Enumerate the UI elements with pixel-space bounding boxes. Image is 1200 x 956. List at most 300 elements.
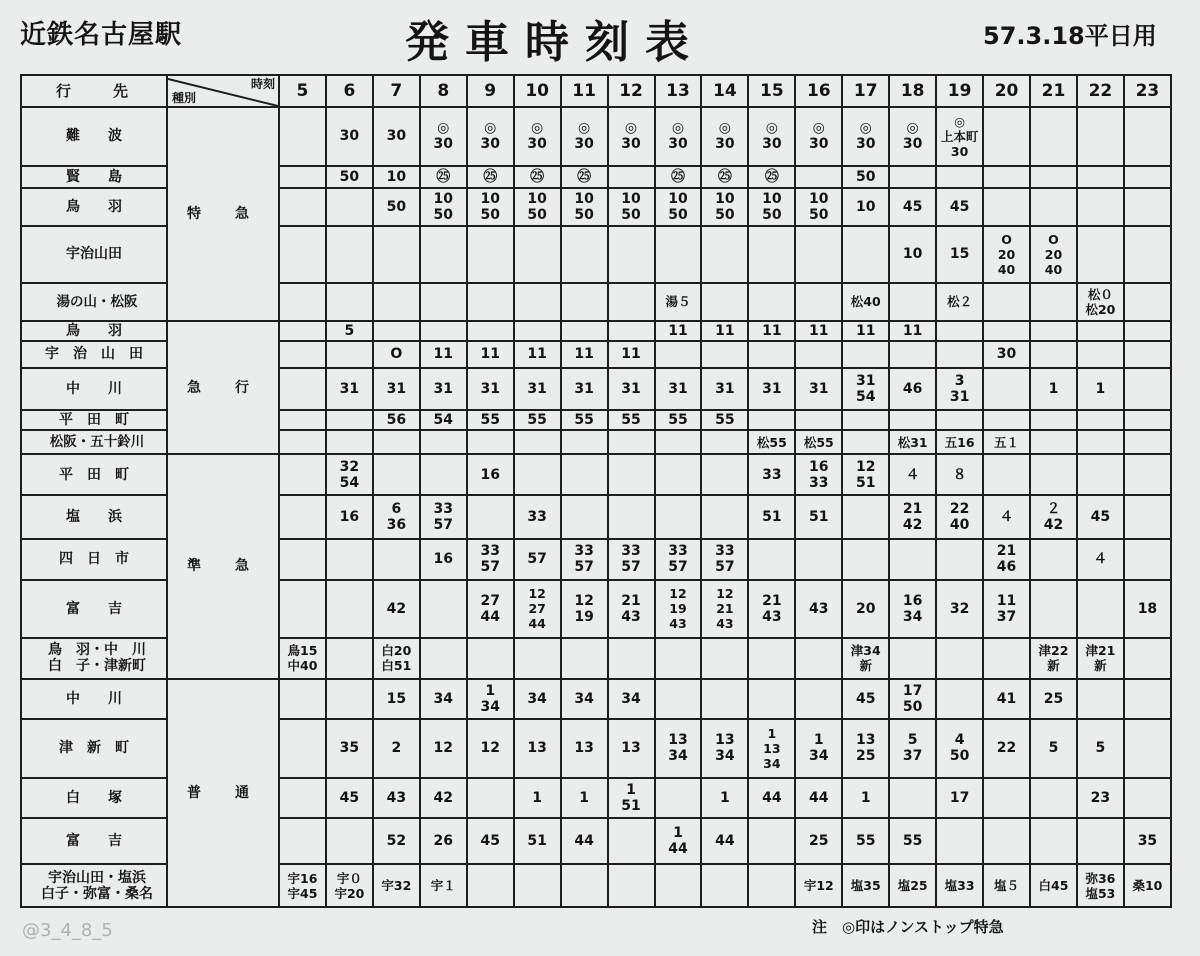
- departure-time-cell: 34: [420, 679, 467, 719]
- departure-time-cell: 白20 白51: [373, 638, 420, 678]
- departure-time-cell: 45: [936, 188, 983, 226]
- departure-time-cell: [748, 864, 795, 907]
- departure-time-cell: 1 34: [467, 679, 514, 719]
- departure-time-cell: [983, 778, 1030, 818]
- destination-cell: 鳥 羽: [21, 188, 167, 226]
- departure-time-cell: [1124, 341, 1171, 367]
- departure-time-cell: ２ 42: [1030, 495, 1077, 539]
- departure-time-cell: 3 31: [936, 368, 983, 410]
- departure-time-cell: 30: [373, 107, 420, 166]
- departure-time-cell: ◎ 30: [889, 107, 936, 166]
- type-label: 種別: [172, 91, 197, 105]
- departure-time-cell: 32 54: [326, 454, 373, 494]
- departure-time-cell: 弥36 塩53: [1077, 864, 1124, 907]
- departure-time-cell: 11: [514, 341, 561, 367]
- departure-time-cell: [795, 679, 842, 719]
- departure-time-cell: [842, 539, 889, 579]
- hour-header: 5: [279, 75, 326, 107]
- departure-time-cell: 11: [420, 341, 467, 367]
- train-type-cell: 準 急: [167, 454, 279, 678]
- departure-time-cell: [655, 864, 702, 907]
- departure-time-cell: 11: [561, 341, 608, 367]
- destination-cell: 富 吉: [21, 818, 167, 864]
- departure-time-cell: [279, 166, 326, 188]
- departure-time-cell: 33 57: [467, 539, 514, 579]
- departure-time-cell: ◎ 30: [748, 107, 795, 166]
- departure-time-cell: 11: [701, 321, 748, 341]
- departure-time-cell: 55: [842, 818, 889, 864]
- departure-time-cell: ◎ 30: [655, 107, 702, 166]
- departure-time-cell: O 20 40: [983, 226, 1030, 283]
- destination-cell: 賢 島: [21, 166, 167, 188]
- departure-time-cell: 11: [608, 341, 655, 367]
- departure-time-cell: [561, 321, 608, 341]
- departure-time-cell: 10 50: [514, 188, 561, 226]
- departure-time-cell: 20: [842, 580, 889, 639]
- departure-time-cell: [514, 283, 561, 321]
- departure-time-cell: 1: [842, 778, 889, 818]
- departure-time-cell: [514, 430, 561, 454]
- departure-time-cell: [326, 580, 373, 639]
- departure-time-cell: 44: [795, 778, 842, 818]
- departure-time-cell: [1030, 341, 1077, 367]
- departure-time-cell: [889, 166, 936, 188]
- departure-time-cell: [748, 679, 795, 719]
- departure-time-cell: [279, 107, 326, 166]
- departure-time-cell: 宇０ 宇20: [326, 864, 373, 907]
- departure-time-cell: 5: [1030, 719, 1077, 778]
- departure-time-cell: 五16: [936, 430, 983, 454]
- destination-cell: 平 田 町: [21, 454, 167, 494]
- departure-time-cell: [373, 321, 420, 341]
- departure-time-cell: 10 50: [748, 188, 795, 226]
- departure-time-cell: [842, 410, 889, 430]
- departure-time-cell: 2: [373, 719, 420, 778]
- departure-time-cell: [279, 495, 326, 539]
- departure-time-cell: 42: [420, 778, 467, 818]
- destination-cell: 松阪・五十鈴川: [21, 430, 167, 454]
- departure-time-cell: [983, 321, 1030, 341]
- departure-time-cell: 16: [467, 454, 514, 494]
- departure-time-cell: [701, 341, 748, 367]
- departure-time-cell: [748, 341, 795, 367]
- departure-time-cell: [842, 341, 889, 367]
- departure-time-cell: [608, 283, 655, 321]
- departure-time-cell: 56: [373, 410, 420, 430]
- departure-time-cell: ◎ 30: [608, 107, 655, 166]
- departure-time-cell: [795, 166, 842, 188]
- departure-time-cell: [983, 283, 1030, 321]
- departure-time-cell: [1124, 638, 1171, 678]
- departure-time-cell: [795, 226, 842, 283]
- departure-time-cell: 松40: [842, 283, 889, 321]
- departure-time-cell: 33 57: [655, 539, 702, 579]
- departure-time-cell: 桑10: [1124, 864, 1171, 907]
- departure-time-cell: 45: [842, 679, 889, 719]
- departure-time-cell: 津34 新: [842, 638, 889, 678]
- departure-time-cell: [279, 188, 326, 226]
- departure-time-cell: [795, 410, 842, 430]
- departure-time-cell: [1124, 107, 1171, 166]
- departure-time-cell: [1077, 818, 1124, 864]
- departure-time-cell: [795, 539, 842, 579]
- departure-time-cell: [936, 321, 983, 341]
- departure-time-cell: ◎ 30: [561, 107, 608, 166]
- departure-time-cell: 津22 新: [1030, 638, 1077, 678]
- departure-time-cell: [748, 226, 795, 283]
- departure-time-cell: [701, 430, 748, 454]
- departure-time-cell: [326, 341, 373, 367]
- departure-time-cell: [748, 283, 795, 321]
- departure-time-cell: ㉕: [748, 166, 795, 188]
- departure-time-cell: 宇１: [420, 864, 467, 907]
- departure-time-cell: [420, 226, 467, 283]
- departure-time-cell: [608, 638, 655, 678]
- departure-time-cell: 35: [1124, 818, 1171, 864]
- hour-header: 9: [467, 75, 514, 107]
- departure-time-cell: [1124, 719, 1171, 778]
- hour-header: 6: [326, 75, 373, 107]
- departure-time-cell: [748, 539, 795, 579]
- departure-time-cell: [467, 638, 514, 678]
- departure-time-cell: [326, 283, 373, 321]
- departure-time-cell: 5: [1077, 719, 1124, 778]
- departure-time-cell: 55: [889, 818, 936, 864]
- departure-time-cell: 11: [842, 321, 889, 341]
- effective-date: 57.3.18平日用: [983, 22, 1157, 50]
- departure-time-cell: [608, 226, 655, 283]
- departure-time-cell: 31: [514, 368, 561, 410]
- departure-time-cell: 18: [1124, 580, 1171, 639]
- departure-time-cell: [1030, 166, 1077, 188]
- departure-time-cell: [1077, 454, 1124, 494]
- departure-time-cell: [936, 341, 983, 367]
- departure-time-cell: [936, 679, 983, 719]
- departure-time-cell: 31 54: [842, 368, 889, 410]
- departure-time-cell: 10 50: [467, 188, 514, 226]
- departure-time-cell: 42: [373, 580, 420, 639]
- destination-cell: 湯の山・松阪: [21, 283, 167, 321]
- destination-cell: 平 田 町: [21, 410, 167, 430]
- departure-time-cell: [1077, 107, 1124, 166]
- departure-time-cell: [655, 778, 702, 818]
- departure-time-cell: 11: [655, 321, 702, 341]
- destination-cell: 津 新 町: [21, 719, 167, 778]
- departure-time-cell: 10: [373, 166, 420, 188]
- departure-time-cell: ◎ 上本町 30: [936, 107, 983, 166]
- departure-time-cell: 16 34: [889, 580, 936, 639]
- departure-time-cell: 松55: [748, 430, 795, 454]
- departure-time-cell: 57: [514, 539, 561, 579]
- departure-time-cell: [326, 226, 373, 283]
- departure-time-cell: ㉕: [514, 166, 561, 188]
- departure-time-cell: [1030, 283, 1077, 321]
- departure-time-cell: [467, 430, 514, 454]
- departure-time-cell: 33 57: [561, 539, 608, 579]
- departure-time-cell: 44: [561, 818, 608, 864]
- departure-time-cell: 宇32: [373, 864, 420, 907]
- departure-time-cell: [983, 188, 1030, 226]
- departure-time-cell: 11: [795, 321, 842, 341]
- departure-time-cell: 12: [467, 719, 514, 778]
- hour-header: 11: [561, 75, 608, 107]
- departure-time-cell: 10 50: [701, 188, 748, 226]
- departure-time-cell: 松２: [936, 283, 983, 321]
- departure-time-cell: 塩33: [936, 864, 983, 907]
- departure-time-cell: [373, 539, 420, 579]
- hour-header: 22: [1077, 75, 1124, 107]
- departure-time-cell: 26: [420, 818, 467, 864]
- departure-time-cell: 5: [326, 321, 373, 341]
- departure-time-cell: [1030, 580, 1077, 639]
- departure-time-cell: 55: [561, 410, 608, 430]
- train-type-cell: 普 通: [167, 679, 279, 907]
- departure-time-cell: ４: [889, 454, 936, 494]
- departure-time-cell: 1 51: [608, 778, 655, 818]
- departure-time-cell: 15: [373, 679, 420, 719]
- departure-time-cell: 12 21 43: [701, 580, 748, 639]
- hour-header: 12: [608, 75, 655, 107]
- type-time-corner-header: [167, 75, 279, 107]
- departure-time-cell: 塩５: [983, 864, 1030, 907]
- departure-time-cell: [561, 226, 608, 283]
- departure-time-cell: 1 34: [795, 719, 842, 778]
- departure-time-cell: [1030, 778, 1077, 818]
- departure-time-cell: [983, 818, 1030, 864]
- departure-time-cell: 12: [420, 719, 467, 778]
- departure-time-cell: ㉕: [701, 166, 748, 188]
- departure-time-cell: 16 33: [795, 454, 842, 494]
- departure-time-cell: [1030, 818, 1077, 864]
- departure-time-cell: [326, 539, 373, 579]
- departure-time-cell: ◎ 30: [467, 107, 514, 166]
- departure-time-cell: [373, 226, 420, 283]
- departure-time-cell: [608, 166, 655, 188]
- departure-time-cell: 31: [326, 368, 373, 410]
- departure-time-cell: 鳥15 中40: [279, 638, 326, 678]
- departure-time-cell: 10 50: [420, 188, 467, 226]
- departure-time-cell: [1077, 341, 1124, 367]
- departure-time-cell: 宇16 宇45: [279, 864, 326, 907]
- departure-time-cell: 松55: [795, 430, 842, 454]
- departure-time-cell: 松０ 松20: [1077, 283, 1124, 321]
- departure-time-cell: 松31: [889, 430, 936, 454]
- destination-cell: 塩 浜: [21, 495, 167, 539]
- departure-time-cell: [373, 283, 420, 321]
- departure-time-cell: [1124, 679, 1171, 719]
- departure-time-cell: 10 50: [608, 188, 655, 226]
- departure-time-cell: ◎ 30: [701, 107, 748, 166]
- departure-time-cell: 55: [514, 410, 561, 430]
- departure-time-cell: [701, 454, 748, 494]
- destination-cell: 宇 治 山 田: [21, 341, 167, 367]
- departure-time-cell: 12 19: [561, 580, 608, 639]
- departure-time-cell: [326, 410, 373, 430]
- departure-time-cell: [655, 638, 702, 678]
- departure-time-cell: [795, 638, 842, 678]
- departure-time-cell: [701, 283, 748, 321]
- departure-time-cell: 宇12: [795, 864, 842, 907]
- departure-time-cell: 15: [936, 226, 983, 283]
- departure-time-cell: [748, 410, 795, 430]
- timetable-row: [21, 679, 1171, 719]
- departure-time-cell: [655, 495, 702, 539]
- departure-time-cell: 5 37: [889, 719, 936, 778]
- departure-time-cell: [936, 638, 983, 678]
- departure-time-cell: [889, 539, 936, 579]
- departure-time-cell: [701, 864, 748, 907]
- departure-time-cell: [1030, 107, 1077, 166]
- departure-time-cell: 11: [467, 341, 514, 367]
- departure-time-cell: 51: [514, 818, 561, 864]
- departure-time-cell: [842, 226, 889, 283]
- departure-time-cell: 10 50: [655, 188, 702, 226]
- departure-time-cell: [701, 679, 748, 719]
- departure-time-cell: [279, 283, 326, 321]
- destination-cell: 宇治山田: [21, 226, 167, 283]
- departure-time-cell: [420, 430, 467, 454]
- departure-time-cell: [467, 864, 514, 907]
- departure-time-cell: [279, 719, 326, 778]
- departure-time-cell: O: [373, 341, 420, 367]
- departure-time-cell: [326, 638, 373, 678]
- departure-time-cell: [1030, 539, 1077, 579]
- departure-time-cell: 塩25: [889, 864, 936, 907]
- hour-header: 15: [748, 75, 795, 107]
- departure-time-cell: 13 25: [842, 719, 889, 778]
- departure-time-cell: 13: [514, 719, 561, 778]
- departure-time-cell: [467, 321, 514, 341]
- departure-time-cell: 34: [561, 679, 608, 719]
- departure-time-cell: ㉕: [420, 166, 467, 188]
- departure-time-cell: 52: [373, 818, 420, 864]
- departure-time-cell: [279, 368, 326, 410]
- departure-time-cell: 43: [373, 778, 420, 818]
- departure-time-cell: 45: [326, 778, 373, 818]
- departure-time-cell: [1124, 188, 1171, 226]
- departure-time-cell: 31: [467, 368, 514, 410]
- departure-time-cell: 32: [936, 580, 983, 639]
- departure-time-cell: 30: [326, 107, 373, 166]
- departure-time-cell: 45: [467, 818, 514, 864]
- departure-time-cell: 55: [655, 410, 702, 430]
- departure-time-cell: [561, 283, 608, 321]
- departure-time-cell: 22 40: [936, 495, 983, 539]
- departure-time-cell: 12 27 44: [514, 580, 561, 639]
- destination-cell: 富 吉: [21, 580, 167, 639]
- departure-time-cell: ◎ 30: [842, 107, 889, 166]
- departure-time-cell: [279, 226, 326, 283]
- destination-header: 行 先: [21, 75, 167, 107]
- departure-timetable: [20, 74, 1172, 908]
- departure-time-cell: [655, 341, 702, 367]
- departure-time-cell: 21 42: [889, 495, 936, 539]
- departure-time-cell: ４: [1077, 539, 1124, 579]
- destination-cell: 中 川: [21, 368, 167, 410]
- departure-time-cell: ◎ 30: [795, 107, 842, 166]
- departure-time-cell: 50: [326, 166, 373, 188]
- departure-time-cell: 10: [889, 226, 936, 283]
- departure-time-cell: [514, 638, 561, 678]
- destination-cell: 宇治山田・塩浜 白子・弥富・桑名: [21, 864, 167, 907]
- departure-time-cell: [326, 679, 373, 719]
- departure-time-cell: [655, 454, 702, 494]
- departure-time-cell: [1124, 454, 1171, 494]
- departure-time-cell: 11: [748, 321, 795, 341]
- departure-time-cell: 33: [748, 454, 795, 494]
- departure-time-cell: 44: [748, 778, 795, 818]
- departure-time-cell: 34: [608, 679, 655, 719]
- departure-time-cell: 10 50: [795, 188, 842, 226]
- departure-time-cell: [279, 580, 326, 639]
- departure-time-cell: [1124, 495, 1171, 539]
- departure-time-cell: 31: [373, 368, 420, 410]
- departure-time-cell: [1030, 430, 1077, 454]
- departure-time-cell: [373, 454, 420, 494]
- departure-time-cell: [279, 679, 326, 719]
- departure-time-cell: [608, 818, 655, 864]
- departure-time-cell: ㉕: [655, 166, 702, 188]
- departure-time-cell: [1030, 410, 1077, 430]
- hour-header-row: [21, 75, 1171, 107]
- departure-time-cell: [1124, 283, 1171, 321]
- departure-time-cell: [420, 580, 467, 639]
- departure-time-cell: [467, 778, 514, 818]
- departure-time-cell: [608, 430, 655, 454]
- departure-time-cell: 33: [514, 495, 561, 539]
- hour-header: 17: [842, 75, 889, 107]
- departure-time-cell: 五１: [983, 430, 1030, 454]
- departure-time-cell: [1077, 321, 1124, 341]
- departure-time-cell: [1124, 166, 1171, 188]
- departure-time-cell: [279, 539, 326, 579]
- departure-time-cell: [701, 638, 748, 678]
- departure-time-cell: 25: [1030, 679, 1077, 719]
- departure-time-cell: [1124, 321, 1171, 341]
- departure-time-cell: 54: [420, 410, 467, 430]
- departure-time-cell: 55: [701, 410, 748, 430]
- hour-header: 21: [1030, 75, 1077, 107]
- timetable-row: [21, 107, 1171, 166]
- departure-time-cell: 1: [1077, 368, 1124, 410]
- departure-time-cell: [561, 864, 608, 907]
- departure-time-cell: 湯５: [655, 283, 702, 321]
- departure-time-cell: [326, 188, 373, 226]
- hour-header: 13: [655, 75, 702, 107]
- departure-time-cell: 50: [842, 166, 889, 188]
- departure-time-cell: [561, 430, 608, 454]
- departure-time-cell: 13 34: [655, 719, 702, 778]
- departure-time-cell: 31: [561, 368, 608, 410]
- departure-time-cell: [983, 454, 1030, 494]
- departure-time-cell: 13 34: [701, 719, 748, 778]
- departure-time-cell: [279, 410, 326, 430]
- departure-time-cell: [608, 495, 655, 539]
- departure-time-cell: 27 44: [467, 580, 514, 639]
- departure-time-cell: [936, 539, 983, 579]
- departure-time-cell: [983, 368, 1030, 410]
- hour-header: 20: [983, 75, 1030, 107]
- departure-time-cell: 55: [467, 410, 514, 430]
- departure-time-cell: 16: [326, 495, 373, 539]
- departure-time-cell: [889, 778, 936, 818]
- departure-time-cell: 55: [608, 410, 655, 430]
- train-type-cell: 急 行: [167, 321, 279, 454]
- departure-time-cell: ㉕: [561, 166, 608, 188]
- departure-time-cell: 35: [326, 719, 373, 778]
- departure-time-cell: [561, 638, 608, 678]
- departure-time-cell: [420, 454, 467, 494]
